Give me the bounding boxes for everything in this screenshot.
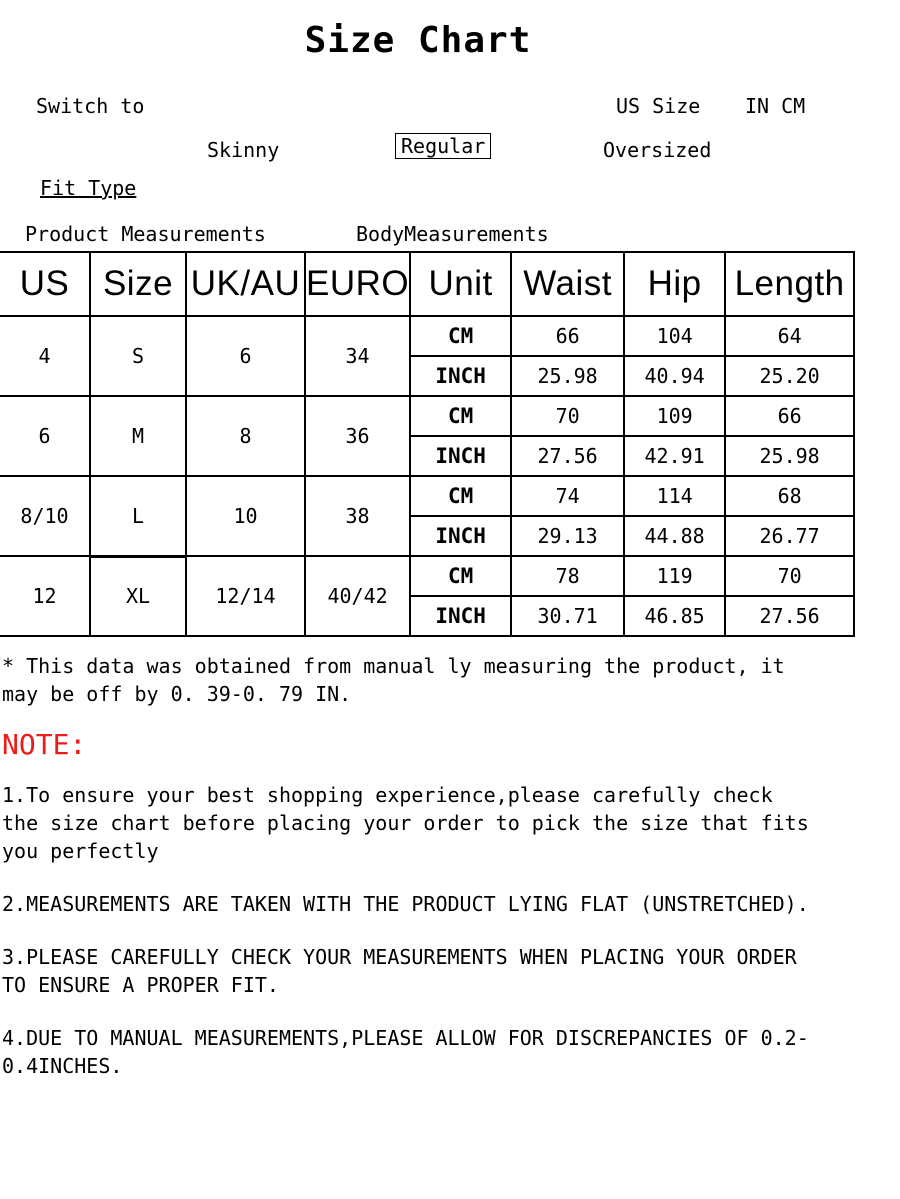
- header-waist: Waist: [511, 252, 624, 316]
- cell-size: L: [90, 476, 186, 556]
- cell-length: 66: [725, 396, 854, 436]
- fit-option-regular[interactable]: Regular: [395, 133, 491, 159]
- fit-type-link[interactable]: Fit Type: [40, 176, 137, 200]
- cell-unit-cm: CM: [410, 316, 511, 356]
- cell-unit-cm: CM: [410, 476, 511, 516]
- cell-hip: 104: [624, 316, 725, 356]
- cell-us: 6: [0, 396, 90, 476]
- cell-hip: 114: [624, 476, 725, 516]
- us-size-toggle[interactable]: US Size: [616, 94, 701, 118]
- fit-option-skinny[interactable]: Skinny: [207, 138, 280, 162]
- header-uk-au: UK/AU: [186, 252, 305, 316]
- fit-option-oversized[interactable]: Oversized: [603, 138, 712, 162]
- size-table: [0, 251, 855, 637]
- note-item-1: 1.To ensure your best shopping experience,please carefully check the size chart before placing your order to pick the size that fits you perfectly: [2, 783, 809, 863]
- cell-hip: 40.94: [624, 356, 725, 396]
- cell-euro: 40/42: [305, 556, 410, 636]
- cell-uk-au: 8: [186, 396, 305, 476]
- note-item-2: 2.MEASUREMENTS ARE TAKEN WITH THE PRODUCT LYING FLAT (UNSTRETCHED).: [2, 892, 809, 916]
- cell-waist: 74: [511, 476, 624, 516]
- table-row: [0, 476, 854, 516]
- cell-hip: 46.85: [624, 596, 725, 636]
- cell-length: 64: [725, 316, 854, 356]
- table-row: [0, 556, 854, 596]
- cell-us: 12: [0, 556, 90, 636]
- header-size: Size: [90, 252, 186, 316]
- cell-waist: 27.56: [511, 436, 624, 476]
- cell-us: 8/10: [0, 476, 90, 556]
- note-item-4: 4.DUE TO MANUAL MEASUREMENTS,PLEASE ALLOW FOR DISCREPANCIES OF 0.2- 0.4INCHES.: [2, 1026, 809, 1078]
- tab-body-measurements[interactable]: BodyMeasurements: [356, 222, 549, 246]
- cell-hip: 119: [624, 556, 725, 596]
- cell-us: 4: [0, 316, 90, 396]
- cell-size: XL: [90, 556, 186, 636]
- cell-uk-au: 6: [186, 316, 305, 396]
- tab-product-measurements[interactable]: Product Measurements: [25, 222, 266, 246]
- cell-waist: 29.13: [511, 516, 624, 556]
- cell-length: 70: [725, 556, 854, 596]
- cell-hip: 42.91: [624, 436, 725, 476]
- cell-waist: 25.98: [511, 356, 624, 396]
- cell-waist: 78: [511, 556, 624, 596]
- cell-hip: 109: [624, 396, 725, 436]
- cell-uk-au: 12/14: [186, 556, 305, 636]
- table-header-row: [0, 252, 854, 316]
- in-cm-toggle[interactable]: IN CM: [745, 94, 806, 118]
- cell-euro: 34: [305, 316, 410, 396]
- page-title: Size Chart: [304, 20, 532, 61]
- cell-length: 25.20: [725, 356, 854, 396]
- note-item-3: 3.PLEASE CAREFULLY CHECK YOUR MEASUREMENTS WHEN PLACING YOUR ORDER TO ENSURE A PROPER FIT.: [2, 945, 797, 997]
- cell-euro: 38: [305, 476, 410, 556]
- cell-uk-au: 10: [186, 476, 305, 556]
- cell-waist: 30.71: [511, 596, 624, 636]
- cell-size: S: [90, 316, 186, 396]
- header-euro: EURO: [305, 252, 410, 316]
- cell-unit-cm: CM: [410, 556, 511, 596]
- table-row: [0, 316, 854, 356]
- cell-length: 25.98: [725, 436, 854, 476]
- cell-unit-inch: INCH: [410, 516, 511, 556]
- cell-length: 26.77: [725, 516, 854, 556]
- cell-waist: 70: [511, 396, 624, 436]
- cell-waist: 66: [511, 316, 624, 356]
- note-heading: NOTE:: [2, 728, 87, 761]
- switch-to-label: Switch to: [36, 94, 145, 118]
- header-unit: Unit: [410, 252, 511, 316]
- cell-unit-inch: INCH: [410, 356, 511, 396]
- cell-length: 27.56: [725, 596, 854, 636]
- cell-hip: 44.88: [624, 516, 725, 556]
- header-length: Length: [725, 252, 854, 316]
- cell-size: M: [90, 396, 186, 476]
- cell-length: 68: [725, 476, 854, 516]
- cell-euro: 36: [305, 396, 410, 476]
- header-hip: Hip: [624, 252, 725, 316]
- table-row: [0, 396, 854, 436]
- measurement-disclaimer: * This data was obtained from manual ly measuring the product, it may be off by 0. 39-0. 79 IN.: [2, 654, 785, 706]
- cell-unit-cm: CM: [410, 396, 511, 436]
- cell-unit-inch: INCH: [410, 436, 511, 476]
- cell-unit-inch: INCH: [410, 596, 511, 636]
- header-us: US: [0, 252, 90, 316]
